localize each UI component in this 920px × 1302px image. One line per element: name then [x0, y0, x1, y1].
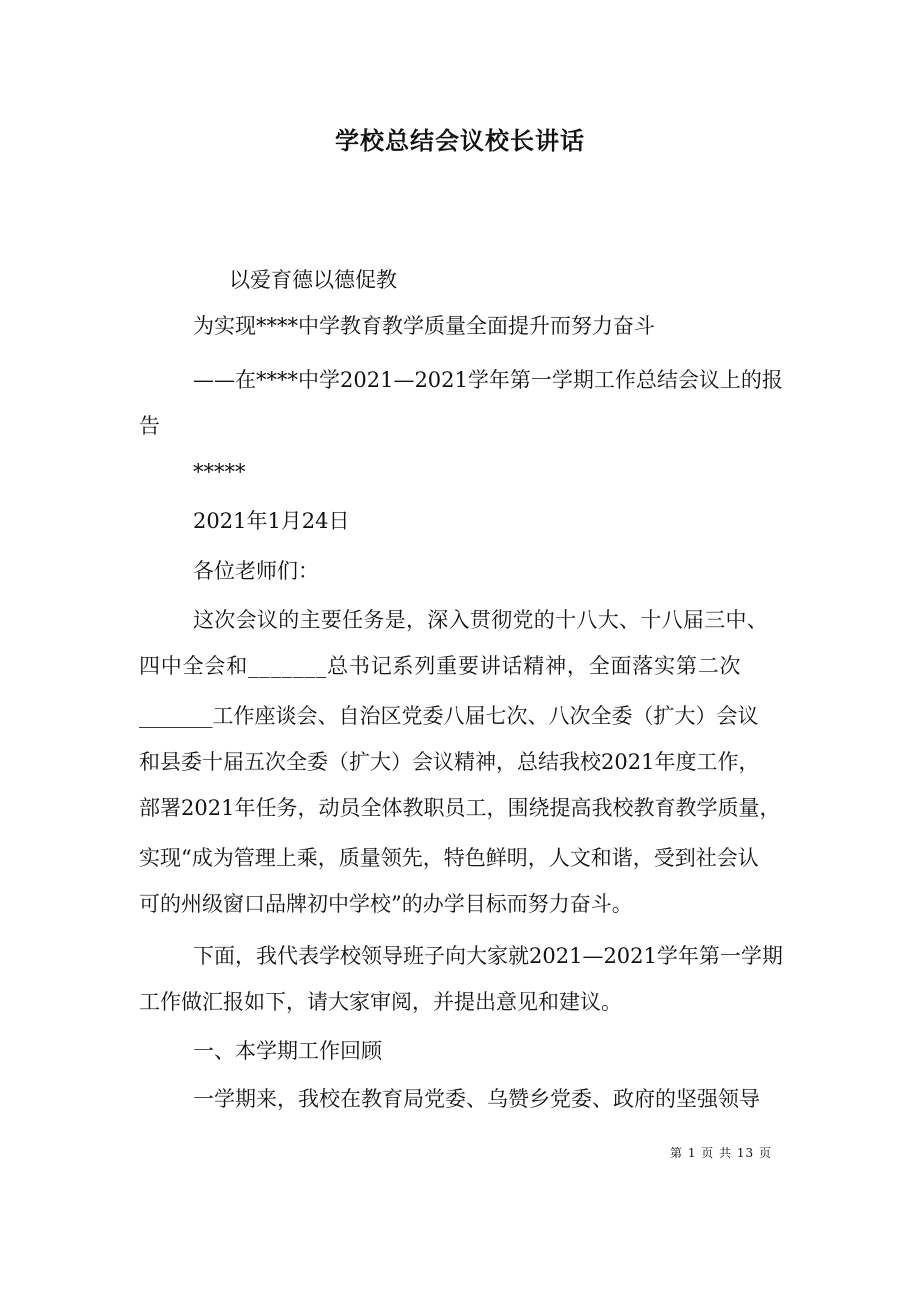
body-line: 这次会议的主要任务是，深入贯彻党的十八大、十八届三中、: [193, 608, 769, 632]
body-line: 部署2021年任务，动员全体教职员工，围绕提高我校教育教学质量，: [139, 796, 781, 820]
body-line: _______工作座谈会、自治区党委八届七次、八次全委（扩大）会议: [139, 704, 759, 728]
body-line: 可的州级窗口品牌初中学校”的办学目标而努力奋斗。: [139, 892, 633, 916]
body-line: 和县委十届五次全委（扩大）会议精神，总结我校2021年度工作，: [139, 750, 760, 774]
body-line: 一学期来，我校在教育局党委、乌赞乡党委、政府的坚强领导: [193, 1087, 760, 1111]
subtitle-line: 为实现****中学教育教学质量全面提升而努力奋斗: [193, 314, 655, 338]
author-line: *****: [193, 460, 246, 484]
date-line: 2021年1月24日: [193, 509, 350, 533]
page-number: 第 1 页 共 13 页: [670, 1146, 772, 1160]
subtitle-line: 告: [139, 414, 160, 438]
body-line: 四中全会和_______总书记系列重要讲话精神，全面落实第二次: [139, 654, 742, 678]
section-heading: 一、本学期工作回顾: [193, 1039, 382, 1063]
body-line: 实现“成为管理上乘，质量领先，特色鲜明，人文和谐，受到社会认: [139, 846, 759, 870]
document-title: 学校总结会议校长讲话: [335, 126, 585, 155]
body-line: 下面，我代表学校领导班子向大家就2021—2021学年第一学期: [193, 944, 783, 968]
salutation-line: 各位老师们：: [193, 559, 319, 583]
subtitle-line: ——在****中学2021—2021学年第一学期工作总结会议上的报: [193, 368, 783, 392]
subtitle-line: 以爱育德以德促教: [229, 268, 397, 292]
body-line: 工作做汇报如下，请大家审阅，并提出意见和建议。: [139, 990, 622, 1014]
